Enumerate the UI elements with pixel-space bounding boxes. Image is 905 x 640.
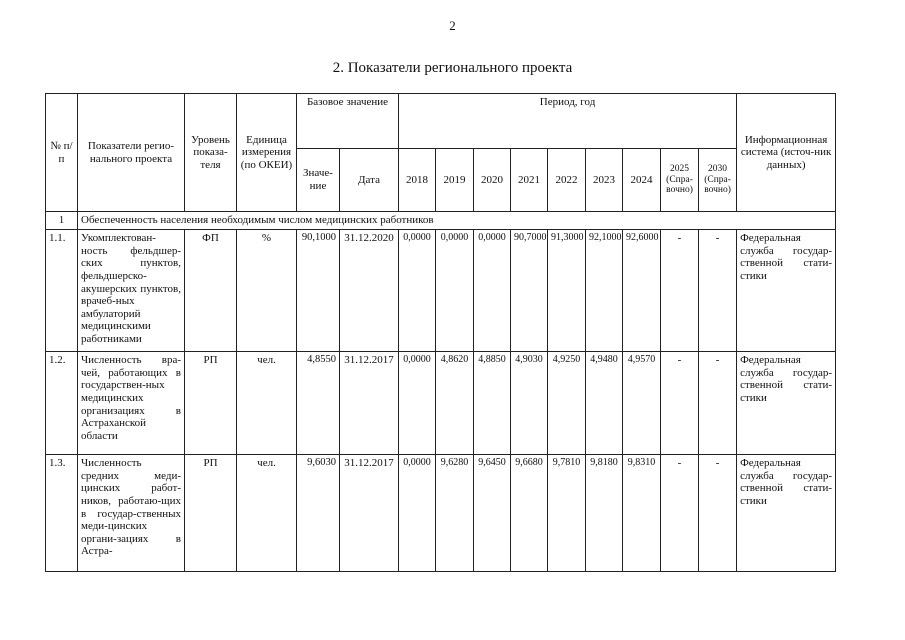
header-year: 2022 xyxy=(548,149,586,212)
row-value: 4,9480 xyxy=(586,352,623,455)
row-value: 9,8180 xyxy=(586,455,623,572)
header-num: № п/п xyxy=(46,94,78,212)
header-year-2025: 2025 (Спра-вочно) xyxy=(661,149,699,212)
page-number: 2 xyxy=(449,18,456,33)
row-source: Федеральная служба государ-ственной стати-стики xyxy=(737,455,836,572)
row-value: 0,0000 xyxy=(399,230,436,352)
row-num: 1.3. xyxy=(46,455,78,572)
header-base-value: Значе-ние xyxy=(297,149,340,212)
row-value: 91,3000 xyxy=(548,230,586,352)
table-row xyxy=(46,455,836,572)
row-value: 9,6450 xyxy=(474,455,511,572)
row-value: 0,0000 xyxy=(436,230,474,352)
header-indicator: Показатели регио-нального проекта xyxy=(78,94,185,212)
row-value: 0,0000 xyxy=(399,455,436,572)
row-base-value: 4,8550 xyxy=(297,352,340,455)
row-value: 4,9570 xyxy=(623,352,661,455)
header-year: 2018 xyxy=(399,149,436,212)
row-indicator: Численность средних меди-цинских работ-ников, работаю-щих в государ-ственных меди-цинских органи-зациях в Астра- xyxy=(78,455,185,572)
row-base-value: 90,1000 xyxy=(297,230,340,352)
row-unit: чел. xyxy=(237,352,297,455)
row-value: 90,7000 xyxy=(511,230,548,352)
header-year: 2023 xyxy=(586,149,623,212)
header-year: 2019 xyxy=(436,149,474,212)
row-base-date: 31.12.2020 xyxy=(340,230,399,352)
row-source: Федеральная служба государ-ственной стати-стики xyxy=(737,230,836,352)
row-level: РП xyxy=(185,455,237,572)
row-value: 4,8850 xyxy=(474,352,511,455)
row-value: 0,0000 xyxy=(399,352,436,455)
row-source: Федеральная служба государ-ственной стати-стики xyxy=(737,352,836,455)
row-unit: чел. xyxy=(237,455,297,572)
row-num: 1.1. xyxy=(46,230,78,352)
header-unit: Единица измерения (по ОКЕИ) xyxy=(237,94,297,212)
row-level: ФП xyxy=(185,230,237,352)
row-value-2030: - xyxy=(699,455,737,572)
row-value: 9,8310 xyxy=(623,455,661,572)
row-value: 0,0000 xyxy=(474,230,511,352)
row-base-date: 31.12.2017 xyxy=(340,455,399,572)
table-row xyxy=(46,352,836,455)
row-value: 9,6280 xyxy=(436,455,474,572)
table-row xyxy=(46,230,836,352)
row-value-2025: - xyxy=(661,352,699,455)
section-title: Обеспеченность населения необходимым числом медицинских работников xyxy=(78,212,836,230)
indicators-table xyxy=(45,93,836,572)
row-value: 92,6000 xyxy=(623,230,661,352)
header-year: 2024 xyxy=(623,149,661,212)
row-indicator: Укомплектован-ность фельдшер-ских пунктов, фельдшерско-акушерских пунктов, врачеб-ных амбулаторий медицинскими работниками xyxy=(78,230,185,352)
header-base-date: Дата xyxy=(340,149,399,212)
row-num: 1.2. xyxy=(46,352,78,455)
row-value-2030: - xyxy=(699,352,737,455)
row-level: РП xyxy=(185,352,237,455)
row-value: 4,8620 xyxy=(436,352,474,455)
row-value: 9,7810 xyxy=(548,455,586,572)
page-title: 2. Показатели регионального проекта xyxy=(332,60,573,76)
header-level: Уровень показа-теля xyxy=(185,94,237,212)
row-base-date: 31.12.2017 xyxy=(340,352,399,455)
row-value-2025: - xyxy=(661,230,699,352)
header-year-2030: 2030 (Спра-вочно) xyxy=(699,149,737,212)
header-info-source: Информационная система (источ-ник данных) xyxy=(737,94,836,212)
row-value: 4,9250 xyxy=(548,352,586,455)
row-unit: % xyxy=(237,230,297,352)
row-base-value: 9,6030 xyxy=(297,455,340,572)
row-value: 92,1000 xyxy=(586,230,623,352)
row-value: 9,6680 xyxy=(511,455,548,572)
header-year: 2020 xyxy=(474,149,511,212)
header-base: Базовое значение xyxy=(297,94,399,149)
header-year: 2021 xyxy=(511,149,548,212)
row-value-2025: - xyxy=(661,455,699,572)
header-period: Период, год xyxy=(399,94,737,149)
row-indicator: Численность вра-чей, работающих в государствен-ных медицинских организациях в Астраханской области xyxy=(78,352,185,455)
section-num: 1 xyxy=(46,212,78,230)
row-value-2030: - xyxy=(699,230,737,352)
row-value: 4,9030 xyxy=(511,352,548,455)
